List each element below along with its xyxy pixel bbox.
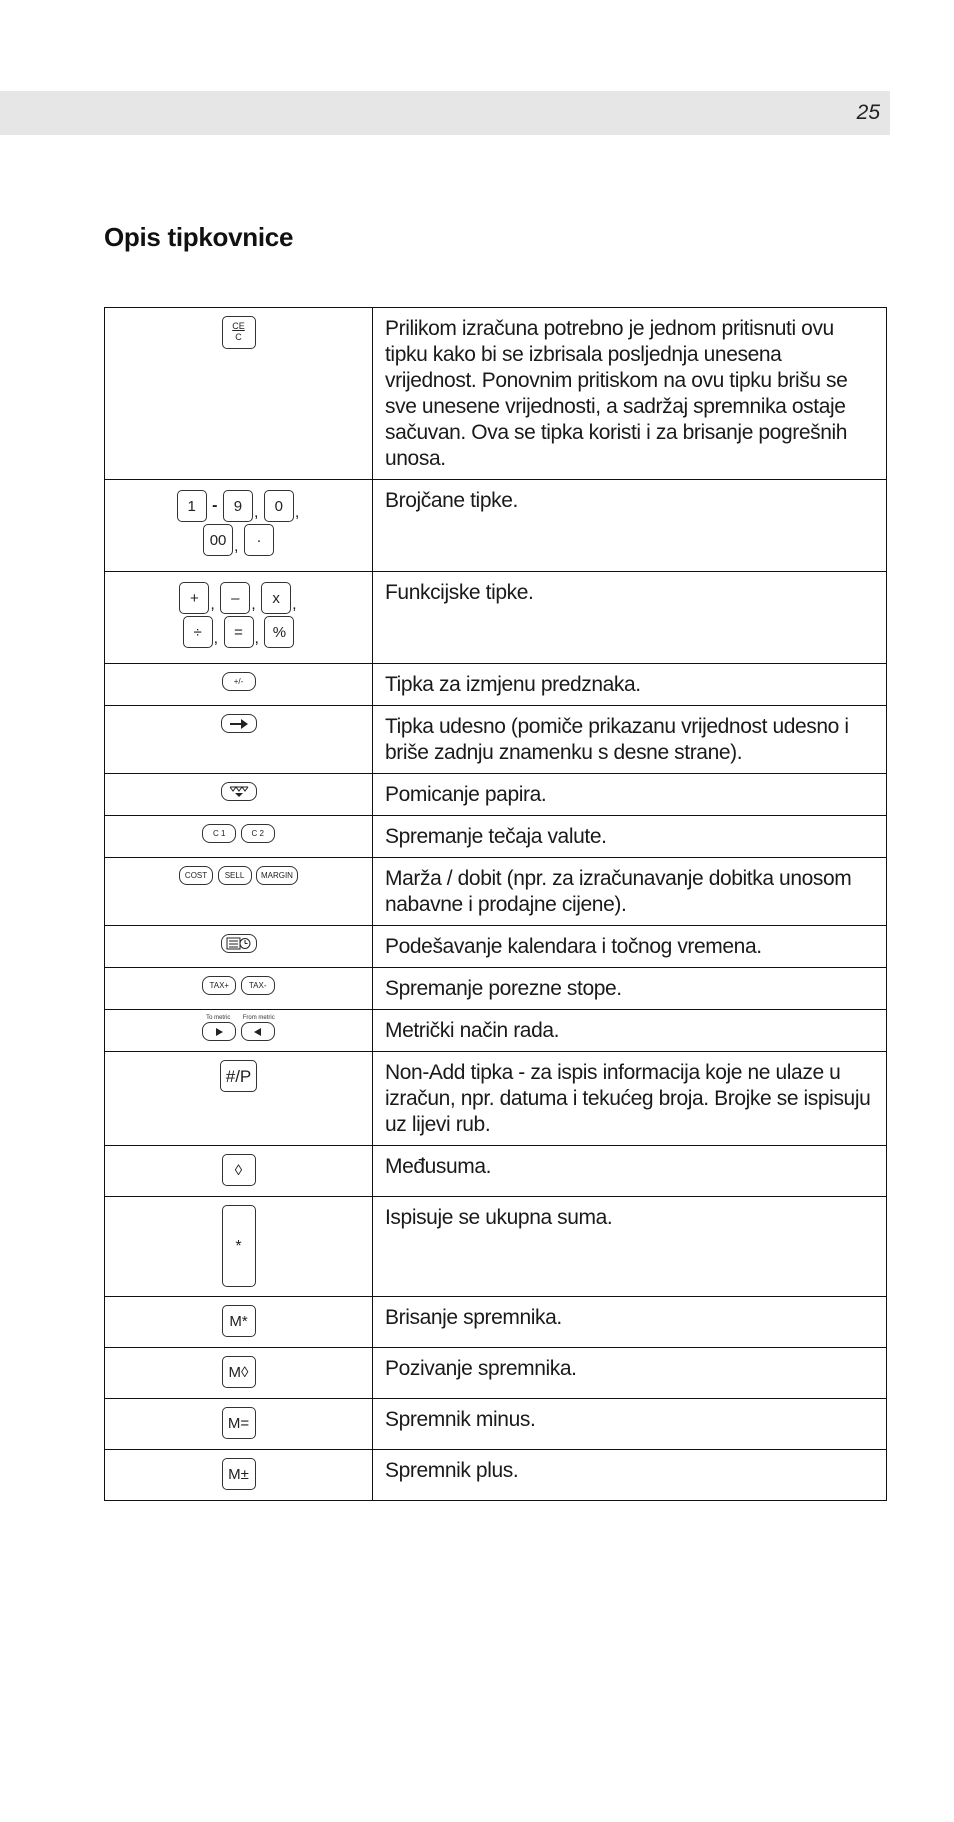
key-description: Pomicanje papira. xyxy=(373,774,887,816)
shift-right-icon xyxy=(229,718,249,730)
table-row xyxy=(105,1450,887,1501)
paper-feed-key xyxy=(221,782,257,801)
sign-change-key: +/- xyxy=(222,672,256,691)
key-description: Funkcijske tipke. xyxy=(373,572,887,664)
key-description: Pozivanje spremnika. xyxy=(373,1348,887,1399)
to-metric-key xyxy=(202,1022,236,1041)
key-equals: = xyxy=(224,616,254,648)
tax-plus-key: TAX+ xyxy=(202,976,236,995)
key-cell xyxy=(105,1010,373,1052)
key-cell xyxy=(105,858,373,926)
page-number: 25 xyxy=(856,101,880,124)
triangle-left-icon xyxy=(253,1027,263,1037)
shift-right-key xyxy=(221,714,257,733)
cost-key: COST xyxy=(179,866,213,885)
table-row xyxy=(105,664,887,706)
key-1: 1 xyxy=(177,490,207,522)
key-cell xyxy=(105,308,373,480)
key-decimal: · xyxy=(244,524,274,556)
triangle-right-icon xyxy=(214,1027,224,1037)
key-cell xyxy=(105,816,373,858)
table-row xyxy=(105,1297,887,1348)
key-9: 9 xyxy=(223,490,253,522)
table-row xyxy=(105,1399,887,1450)
key-description: Podešavanje kalendara i točnog vremena. xyxy=(373,926,887,968)
key-description: Spremanje tečaja valute. xyxy=(373,816,887,858)
key-cell xyxy=(105,1197,373,1297)
table-row xyxy=(105,858,887,926)
tax-minus-key: TAX- xyxy=(241,976,275,995)
key-cell xyxy=(105,968,373,1010)
total-key: * xyxy=(222,1205,256,1287)
memory-recall-key: M◊ xyxy=(222,1356,256,1388)
from-metric-key xyxy=(241,1022,275,1041)
table-row xyxy=(105,308,887,480)
subtotal-key: ◊ xyxy=(222,1154,256,1186)
section-title: Opis tipkovnice xyxy=(104,222,294,252)
table-row xyxy=(105,1197,887,1297)
key-cell xyxy=(105,1450,373,1501)
key-00: 00 xyxy=(203,524,233,556)
from-metric-label: From metric xyxy=(242,1015,275,1021)
table-row xyxy=(105,1052,887,1146)
key-description: Spremnik minus. xyxy=(373,1399,887,1450)
table-row xyxy=(105,706,887,774)
key-cell: + , – , x , ÷ , = , % xyxy=(105,572,373,664)
key-cell xyxy=(105,1146,373,1197)
key-description: Non-Add tipka - za ispis informacija koje ne ulaze u izračun, npr. datuma i tekućeg broja. Brojke se ispisuju uz lijevi rub. xyxy=(373,1052,887,1146)
table-row xyxy=(105,1348,887,1399)
key-description: Međusuma. xyxy=(373,1146,887,1197)
memory-clear-key: M* xyxy=(222,1305,256,1337)
margin-key: MARGIN xyxy=(256,866,298,885)
table-row xyxy=(105,968,887,1010)
key-description: Ispisuje se ukupna suma. xyxy=(373,1197,887,1297)
paper-feed-icon xyxy=(228,785,250,798)
memory-minus-key: M= xyxy=(222,1407,256,1439)
key-0: 0 xyxy=(264,490,294,522)
key-cell xyxy=(105,1297,373,1348)
table-row xyxy=(105,816,887,858)
table-row xyxy=(105,1146,887,1197)
key-cell xyxy=(105,1399,373,1450)
calendar-clock-icon xyxy=(226,937,252,950)
key-description: Spremnik plus. xyxy=(373,1450,887,1501)
sell-key: SELL xyxy=(218,866,252,885)
key-divide: ÷ xyxy=(183,616,213,648)
currency-c2-key: C 2 xyxy=(241,824,275,843)
key-cell: 1 - 9 , 0 , 00 , · xyxy=(105,480,373,572)
table-row xyxy=(105,480,887,572)
non-add-key: #/P xyxy=(220,1060,258,1092)
page-header-bar xyxy=(0,91,890,135)
table-row xyxy=(105,1010,887,1052)
key-cell xyxy=(105,706,373,774)
key-cell xyxy=(105,1052,373,1146)
key-description: Prilikom izračuna potrebno je jednom pritisnuti ovu tipku kako bi se izbrisala posljednja unesena vrijednost. Ponovnim pritiskom na ovu tipku brišu se sve unesene vrijednosti, a sadržaj spremnika ostaje sačuvan. Ova se tipka koristi i za brisanje pogrešnih unosa. xyxy=(373,308,887,480)
key-percent: % xyxy=(264,616,294,648)
currency-c1-key: C 1 xyxy=(202,824,236,843)
key-cell xyxy=(105,1348,373,1399)
key-description: Brisanje spremnika. xyxy=(373,1297,887,1348)
table-row xyxy=(105,774,887,816)
key-cell xyxy=(105,664,373,706)
memory-plus-key: M± xyxy=(222,1458,256,1490)
calendar-clock-key xyxy=(221,934,257,953)
key-description: Metrički način rada. xyxy=(373,1010,887,1052)
key-description: Spremanje porezne stope. xyxy=(373,968,887,1010)
table-row xyxy=(105,926,887,968)
clear-entry-key: CE C xyxy=(222,316,256,349)
key-plus: + xyxy=(179,582,209,614)
key-description: Tipka za izmjenu predznaka. xyxy=(373,664,887,706)
key-cell xyxy=(105,774,373,816)
key-multiply: x xyxy=(261,582,291,614)
key-minus: – xyxy=(220,582,250,614)
to-metric-label: To metric xyxy=(206,1015,231,1021)
key-description: Marža / dobit (npr. za izračunavanje dobitka unosom nabavne i prodajne cijene). xyxy=(373,858,887,926)
table-row xyxy=(105,572,887,664)
key-cell xyxy=(105,926,373,968)
key-description: Brojčane tipke. xyxy=(373,480,887,572)
keyboard-description-table xyxy=(104,307,887,1501)
key-description: Tipka udesno (pomiče prikazanu vrijednost udesno i briše zadnju znamenku s desne strane). xyxy=(373,706,887,774)
